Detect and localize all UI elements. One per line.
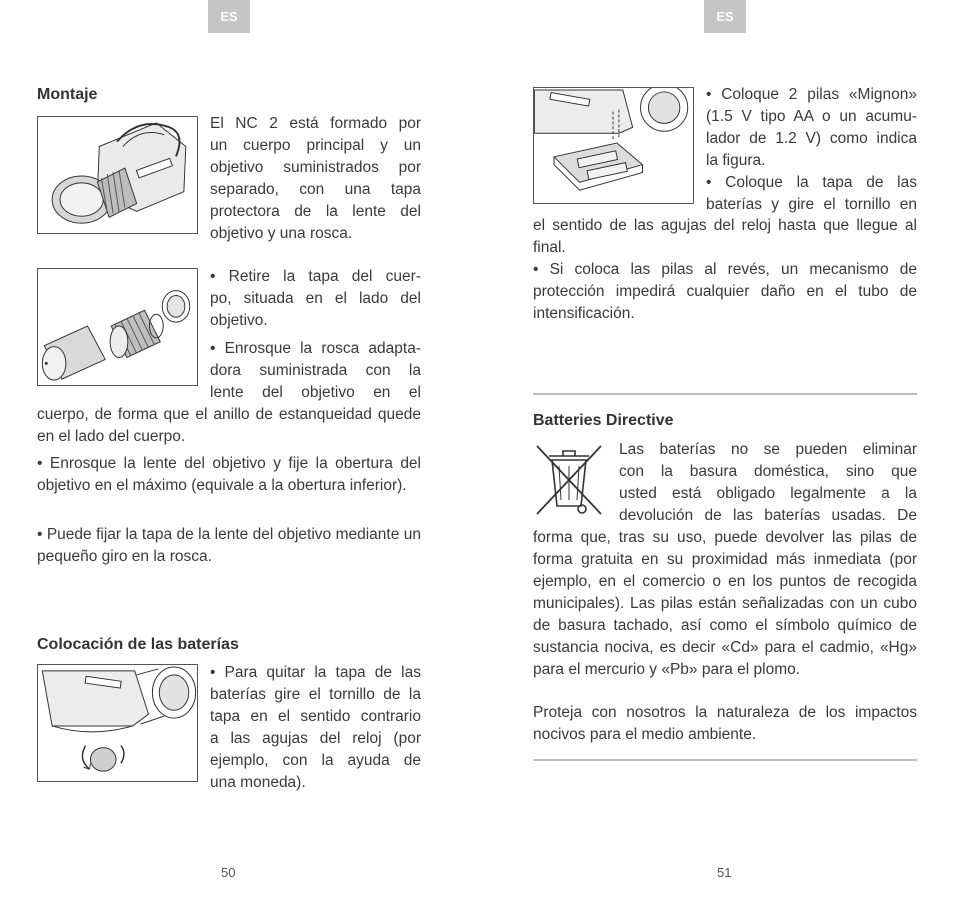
batteries-directive-heading: Batteries Directive (533, 412, 674, 429)
baterias-heading: Colocación de las baterías (37, 636, 239, 653)
montaje-intro-text: El NC 2 está formado por un cuerpo principal y un objetivo suministrados por separado, con una tapa protectora de la lente del objetivo y una rosca. (210, 115, 421, 242)
montaje-bullet-lens-cap: • Puede fijar la tapa de la lente del objetivo mediante un pequeño giro en la rosca. (37, 526, 421, 565)
language-tab-left: ES (208, 0, 250, 33)
directive-closing-text: Proteja con nosotros la naturaleza de los impactos nocivos para el medio ambiente. (533, 704, 917, 743)
montaje-bullet-screw-adapter-cont: cuerpo, de forma que el anillo de estanqueidad quede en el lado del cuerpo. (37, 406, 421, 445)
baterias-bullet-remove-cover: • Para quitar la tapa de las baterías gire el tornillo de la tapa en el sentido contrario a las agujas del reloj (por ejemplo, con la ayuda de una moneda). (210, 664, 421, 791)
lens-exploded-svg (38, 269, 197, 385)
pilas-insert-text-cont: el sentido de las agujas del reloj hasta que llegue al final. (533, 217, 917, 256)
crossed-bin-svg (531, 440, 607, 520)
battery-cover-removal-illustration (37, 664, 198, 782)
lens-exploded-illustration (37, 268, 198, 386)
montaje-bullet-screw-lens: • Enrosque la lente del objetivo y fije la obertura del objetivo en el máximo (equivale a la obertura inferior). (37, 455, 421, 494)
battery-insertion-illustration (533, 87, 694, 204)
pilas-reverse-protection-text: • Si coloca las pilas al revés, un mecanismo de protección impedirá cualquier daño en el tubo de intensificación. (533, 261, 917, 322)
section-divider-bottom (533, 759, 917, 761)
page-number-right: 51 (717, 865, 732, 880)
directive-body-text: forma que, tras su uso, puede devolver las pilas de forma gratuita en su proximidad más inmediata (por ejemplo, en el comercio o en los puntos de recogida municipales). Las pilas están señalizadas con un cubo de basura tachado, así como el símbolo químico de sustancia nociva, es decir «Cd» para el cadmio, «Hg» para el mercurio y «Pb» para el plomo. (533, 529, 917, 678)
montaje-bullet-remove-cap: • Retire la tapa del cuer- po, situada en el lado del objetivo. (210, 268, 421, 329)
battery-cover-removal-svg (38, 665, 197, 781)
montaje-heading: Montaje (37, 86, 98, 103)
crossed-bin-icon (531, 440, 607, 520)
directive-intro-text: Las baterías no se pueden eliminar con la basura doméstica, sino que usted está obligado legalmente a la devolución de las baterías usadas. De (619, 441, 917, 524)
battery-insertion-svg (534, 88, 693, 203)
device-assembly-illustration (37, 116, 198, 234)
device-assembly-svg (38, 117, 197, 233)
pilas-insert-text: • Coloque 2 pilas «Mignon» (1.5 V tipo AA o un acumu- lador de 1.2 V) como indica la figura. • Coloque la tapa de las baterías y gire el tornillo en (706, 86, 917, 213)
section-divider-top (533, 393, 917, 395)
montaje-bullet-screw-adapter: • Enrosque la rosca adapta- dora suministrada con la lente del objetivo en el (210, 340, 421, 401)
page-number-left: 50 (221, 865, 236, 880)
language-tab-right: ES (704, 0, 746, 33)
